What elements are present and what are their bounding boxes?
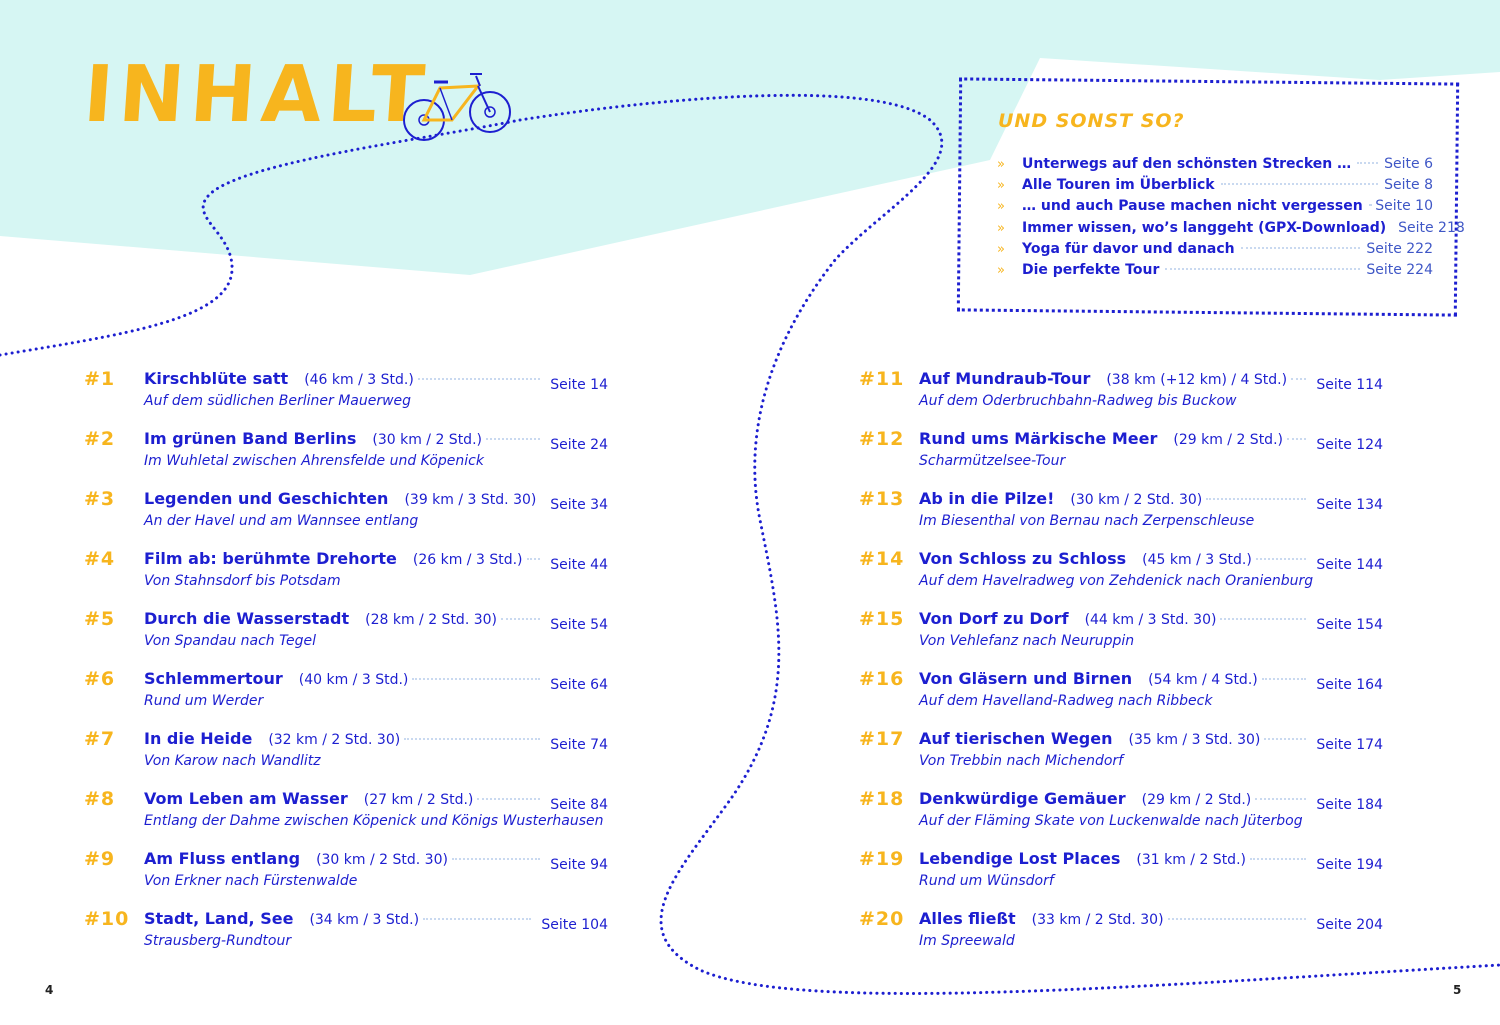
tour-number: #2 — [84, 428, 116, 450]
tour-entry[interactable] — [84, 428, 608, 485]
tour-entry[interactable] — [859, 487, 1383, 545]
tour-title: Lebendige Lost Places — [919, 848, 1121, 868]
tour-title: Film ab: berühmte Drehorte — [144, 549, 397, 568]
tour-subtitle: Im Wuhletal zwischen Ahrensfelde und Köpenick — [144, 453, 484, 469]
tour-title: Denkwürdige Gemäuer — [919, 788, 1126, 808]
extras-item-page: Seite 222 — [1366, 240, 1433, 257]
tour-number: #18 — [859, 787, 905, 810]
tour-title: Auf Mundraub-Tour — [919, 368, 1091, 388]
tour-details: (30 km / 2 Std.) — [372, 432, 482, 448]
tour-page: Seite 34 — [550, 497, 608, 513]
tour-details: (30 km / 2 Std. 30) — [1070, 491, 1203, 508]
tour-subtitle: An der Havel und am Wannsee entlang — [144, 513, 419, 529]
page-title: INHALT — [80, 50, 434, 140]
dot-leader — [527, 558, 541, 560]
tour-page: Seite 154 — [1316, 616, 1383, 633]
tour-subtitle: Von Spandau nach Tegel — [144, 633, 316, 649]
tour-details: (44 km / 3 Std. 30) — [1084, 611, 1217, 628]
tour-details: (29 km / 2 Std.) — [1173, 431, 1283, 448]
dot-leader — [501, 618, 540, 620]
extras-title: UND SONST SO? — [998, 110, 1185, 132]
tour-subtitle: Im Spreewald — [919, 932, 1015, 949]
tour-page: Seite 134 — [1316, 496, 1383, 513]
tour-entry[interactable] — [84, 548, 608, 605]
tour-subtitle: Von Karow nach Wandlitz — [144, 753, 321, 769]
extras-item-label: Immer wissen, wo’s langgeht (GPX-Download) — [1022, 219, 1387, 236]
dot-leader — [1168, 918, 1306, 920]
tour-page: Seite 144 — [1316, 556, 1383, 573]
tour-title: Im grünen Band Berlins — [144, 429, 357, 448]
extras-item[interactable] — [997, 156, 1433, 177]
tour-number: #10 — [84, 908, 130, 930]
tour-entry[interactable] — [859, 607, 1383, 665]
tour-details: (26 km / 3 Std.) — [412, 552, 523, 568]
tour-page: Seite 74 — [550, 737, 608, 753]
page-number-left: 4 — [45, 983, 54, 997]
dot-leader — [423, 918, 531, 920]
dot-leader — [1165, 268, 1360, 270]
tour-subtitle: Auf dem Oderbruchbahn-Radweg bis Buckow — [919, 392, 1237, 409]
tour-entry[interactable] — [84, 908, 608, 965]
tour-subtitle: Rund um Werder — [144, 693, 264, 709]
dot-leader — [412, 678, 540, 680]
tour-entry[interactable] — [84, 788, 608, 845]
dot-leader — [1220, 618, 1306, 620]
tour-subtitle: Auf dem Havelland-Radweg nach Ribbeck — [919, 692, 1213, 709]
tour-title: Stadt, Land, See — [144, 909, 294, 928]
tour-page: Seite 194 — [1316, 856, 1383, 873]
tour-number: #4 — [84, 548, 116, 570]
extras-item[interactable] — [997, 241, 1433, 262]
dot-leader — [1287, 438, 1306, 440]
tour-number: #6 — [84, 668, 116, 690]
extras-item[interactable] — [997, 177, 1433, 198]
tour-subtitle: Von Vehlefanz nach Neuruppin — [919, 632, 1135, 649]
tour-page: Seite 54 — [550, 617, 608, 633]
tour-details: (38 km (+12 km) / 4 Std.) — [1106, 371, 1288, 388]
extras-item[interactable] — [997, 198, 1433, 219]
extras-item-label: Die perfekte Tour — [1022, 262, 1160, 278]
double-chevron-icon: » — [997, 157, 1005, 172]
tour-title: Ab in die Pilze! — [919, 488, 1055, 508]
tour-title: Von Schloss zu Schloss — [919, 548, 1127, 568]
tour-subtitle: Rund um Wünsdorf — [919, 872, 1054, 889]
tour-details: (31 km / 2 Std.) — [1136, 851, 1246, 868]
tour-details: (35 km / 3 Std. 30) — [1128, 731, 1261, 748]
double-chevron-icon: » — [997, 263, 1005, 278]
tour-number: #12 — [859, 427, 905, 450]
tour-page: Seite 174 — [1316, 736, 1383, 753]
tour-details: (30 km / 2 Std. 30) — [316, 852, 448, 868]
tour-title: Von Gläsern und Birnen — [919, 668, 1133, 688]
dot-leader — [1206, 498, 1306, 500]
tour-details: (54 km / 4 Std.) — [1148, 671, 1258, 688]
dot-leader — [1357, 162, 1378, 164]
tour-entry[interactable] — [859, 907, 1383, 965]
tour-entry[interactable] — [84, 848, 608, 905]
tour-page: Seite 24 — [550, 437, 608, 453]
dot-leader — [1262, 678, 1306, 680]
tour-details: (34 km / 3 Std.) — [309, 912, 420, 928]
tour-subtitle: Strausberg-Rundtour — [144, 933, 292, 949]
tour-number: #15 — [859, 607, 905, 630]
dot-leader — [1241, 247, 1361, 249]
tour-details: (29 km / 2 Std.) — [1141, 791, 1252, 808]
extras-item-label: … und auch Pause machen nicht vergessen — [1022, 198, 1363, 215]
tour-number: #16 — [859, 667, 905, 690]
tour-number: #17 — [859, 727, 905, 750]
tour-subtitle: Von Stahnsdorf bis Potsdam — [144, 573, 341, 589]
tour-page: Seite 64 — [550, 677, 608, 693]
tour-number: #19 — [859, 847, 905, 870]
tour-number: #14 — [859, 547, 905, 570]
tour-number: #5 — [84, 608, 116, 630]
extras-item-page: Seite 218 — [1398, 219, 1465, 236]
tour-page: Seite 124 — [1316, 436, 1383, 453]
tour-entry[interactable] — [859, 727, 1383, 785]
tour-title: Kirschblüte satt — [144, 369, 289, 388]
tour-title: Vom Leben am Wasser — [144, 789, 348, 808]
tour-page: Seite 44 — [550, 557, 608, 573]
extras-item-page: Seite 10 — [1375, 198, 1433, 215]
tour-title: In die Heide — [144, 729, 253, 748]
tour-number: #13 — [859, 487, 905, 510]
tour-entry[interactable] — [859, 547, 1383, 605]
tour-page: Seite 94 — [550, 857, 608, 873]
tour-subtitle: Im Biesenthal von Bernau nach Zerpenschleuse — [919, 512, 1255, 529]
double-chevron-icon: » — [997, 220, 1005, 236]
tour-number: #8 — [84, 788, 116, 810]
tour-details: (45 km / 3 Std.) — [1142, 551, 1252, 568]
tour-number: #9 — [84, 848, 116, 870]
tour-page: Seite 14 — [550, 377, 608, 393]
dot-leader — [452, 858, 540, 860]
tour-details: (28 km / 2 Std. 30) — [365, 612, 497, 628]
tour-entry[interactable] — [859, 427, 1383, 485]
extras-item[interactable] — [997, 219, 1465, 241]
tour-entry[interactable] — [859, 667, 1383, 725]
dot-leader — [1250, 858, 1306, 860]
tour-details: (33 km / 2 Std. 30) — [1031, 911, 1164, 928]
dot-leader — [1291, 378, 1306, 380]
double-chevron-icon: » — [997, 178, 1005, 194]
tour-number: #20 — [859, 907, 905, 930]
tour-details: (40 km / 3 Std.) — [298, 672, 409, 688]
extras-item-page: Seite 8 — [1384, 177, 1433, 194]
extras-item-page: Seite 224 — [1366, 262, 1433, 278]
tour-entry[interactable] — [84, 488, 608, 545]
double-chevron-icon: » — [997, 199, 1005, 215]
tour-entry[interactable] — [859, 367, 1383, 425]
tour-details: (27 km / 2 Std.) — [363, 792, 474, 808]
tour-subtitle: Von Erkner nach Fürstenwalde — [144, 873, 358, 889]
tour-title: Auf tierischen Wegen — [919, 728, 1113, 748]
tour-number: #3 — [84, 488, 116, 510]
tour-entry[interactable] — [859, 847, 1383, 905]
tour-title: Alles fließt — [919, 908, 1016, 928]
tour-title: Durch die Wasserstadt — [144, 609, 350, 628]
dot-leader — [1256, 558, 1306, 560]
tour-subtitle: Scharmützelsee-Tour — [919, 452, 1066, 469]
tour-entry[interactable] — [84, 728, 608, 785]
tour-page: Seite 114 — [1316, 376, 1383, 393]
page-number-right: 5 — [1453, 983, 1462, 997]
dot-leader — [486, 438, 540, 440]
tour-number: #11 — [859, 367, 905, 390]
tour-entry[interactable] — [859, 787, 1383, 845]
dot-leader — [404, 738, 540, 740]
tour-entry[interactable] — [84, 608, 608, 665]
tour-title: Am Fluss entlang — [144, 849, 301, 868]
tour-title: Legenden und Geschichten — [144, 489, 389, 508]
dot-leader — [418, 378, 540, 380]
extras-item-label: Alle Touren im Überblick — [1022, 177, 1215, 194]
tour-details: (46 km / 3 Std.) — [304, 372, 414, 388]
tour-number: #1 — [84, 368, 116, 390]
tour-page: Seite 184 — [1316, 796, 1383, 813]
dot-leader — [1369, 204, 1370, 206]
dot-leader — [477, 798, 540, 800]
bicycle-icon — [400, 64, 516, 146]
tour-subtitle: Auf dem Havelradweg von Zehdenick nach Oranienburg — [919, 572, 1314, 589]
tour-page: Seite 104 — [541, 917, 608, 933]
dot-leader — [1221, 183, 1379, 185]
tour-page: Seite 164 — [1316, 676, 1383, 693]
tour-entry[interactable] — [84, 668, 608, 725]
tour-subtitle: Entlang der Dahme zwischen Köpenick und Königs Wusterhausen — [144, 813, 604, 829]
tour-title: Von Dorf zu Dorf — [919, 608, 1069, 628]
extras-item[interactable] — [997, 262, 1433, 283]
tour-details: (39 km / 3 Std. 30) — [404, 492, 537, 508]
tour-subtitle: Auf der Fläming Skate von Luckenwalde nach Jüterbog — [919, 812, 1303, 829]
double-chevron-icon: » — [997, 241, 1005, 257]
tour-number: #7 — [84, 728, 116, 750]
tour-page: Seite 204 — [1316, 916, 1383, 933]
tour-subtitle: Auf dem südlichen Berliner Mauerweg — [144, 393, 412, 409]
tour-title: Rund ums Märkische Meer — [919, 428, 1158, 448]
tour-title: Schlemmertour — [144, 669, 283, 688]
extras-item-page: Seite 6 — [1384, 156, 1433, 172]
tour-entry[interactable] — [84, 368, 608, 425]
dot-leader — [1264, 738, 1306, 740]
extras-item-label: Yoga für davor und danach — [1022, 240, 1235, 257]
tour-subtitle: Von Trebbin nach Michendorf — [919, 752, 1124, 769]
tour-page: Seite 84 — [550, 797, 608, 813]
tour-details: (32 km / 2 Std. 30) — [268, 732, 401, 748]
extras-item-label: Unterwegs auf den schönsten Strecken … — [1022, 156, 1352, 172]
dot-leader — [1255, 798, 1306, 800]
